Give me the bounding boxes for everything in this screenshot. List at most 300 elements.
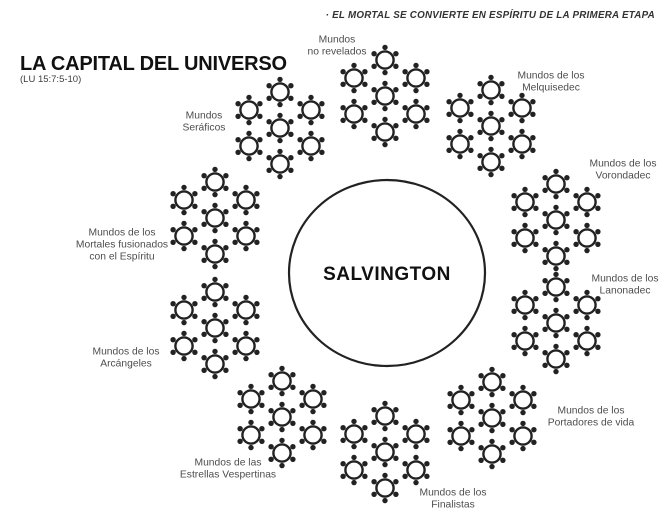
satellite-dot [595, 332, 600, 337]
world-with-satellites-icon [170, 295, 197, 326]
cluster-mundos-arcangeles [170, 277, 259, 380]
satellite-dot [288, 168, 293, 173]
satellite-dot [489, 428, 494, 433]
world-with-satellites-icon [542, 344, 569, 375]
satellite-dot [402, 82, 407, 87]
satellite-dot [254, 204, 259, 209]
satellite-dot [519, 93, 524, 98]
satellite-dot [279, 391, 284, 396]
satellite-dot [533, 229, 538, 234]
satellite-dot [299, 403, 304, 408]
satellite-dot [297, 101, 302, 106]
satellite-dot [362, 461, 367, 466]
satellite-dot [232, 314, 237, 319]
satellite-dot [424, 82, 429, 87]
satellite-dot [290, 457, 295, 462]
satellite-dot [520, 410, 525, 415]
satellite-dot [413, 124, 418, 129]
satellite-dot [321, 390, 326, 395]
satellite-dot [201, 319, 206, 324]
satellite-dot [477, 166, 482, 171]
satellite-dot [564, 291, 569, 296]
satellite-dot [478, 422, 483, 427]
world-with-satellites-icon [299, 420, 326, 451]
satellite-dot [584, 212, 589, 217]
satellite-dot [340, 69, 345, 74]
satellite-dot [254, 301, 259, 306]
satellite-dot [277, 102, 282, 107]
satellite-dot [564, 314, 569, 319]
satellite-dot [288, 155, 293, 160]
satellite-dot [212, 167, 217, 172]
satellite-dot [446, 148, 451, 153]
world-with-satellites-icon [371, 473, 398, 504]
world-with-satellites-icon [201, 313, 228, 344]
satellite-dot [413, 63, 418, 68]
satellite-dot [181, 210, 186, 215]
satellite-dot [279, 463, 284, 468]
satellite-dot [393, 123, 398, 128]
satellite-dot [259, 439, 264, 444]
satellite-dot [290, 408, 295, 413]
satellite-dot [351, 124, 356, 129]
satellite-dot [511, 309, 516, 314]
satellite-dot [351, 63, 356, 68]
satellite-dot [268, 372, 273, 377]
satellite-dot [340, 474, 345, 479]
satellite-dot [212, 264, 217, 269]
satellite-dot [340, 105, 345, 110]
satellite-dot [319, 137, 324, 142]
satellite-dot [511, 229, 516, 234]
satellite-dot [201, 186, 206, 191]
satellite-dot [595, 296, 600, 301]
satellite-dot [340, 461, 345, 466]
satellite-dot [413, 455, 418, 460]
world-with-satellites-icon [170, 185, 197, 216]
satellite-dot [243, 210, 248, 215]
satellite-dot [522, 248, 527, 253]
satellite-dot [584, 187, 589, 192]
world-with-satellites-icon [371, 401, 398, 432]
world-with-satellites-icon [542, 272, 569, 303]
satellite-dot [488, 147, 493, 152]
satellite-dot [254, 337, 259, 342]
satellite-dot [499, 166, 504, 171]
satellite-dot [290, 421, 295, 426]
satellite-dot [243, 185, 248, 190]
satellite-dot [402, 438, 407, 443]
satellite-dot [235, 137, 240, 142]
world-with-satellites-icon [478, 367, 505, 398]
satellite-dot [351, 455, 356, 460]
satellite-dot [564, 175, 569, 180]
world-with-satellites-icon [573, 290, 600, 321]
satellite-dot [478, 458, 483, 463]
satellite-dot [402, 105, 407, 110]
satellite-dot [424, 105, 429, 110]
satellite-dot [500, 458, 505, 463]
satellite-dot [371, 100, 376, 105]
satellite-dot [530, 112, 535, 117]
satellite-dot [279, 402, 284, 407]
satellite-dot [288, 96, 293, 101]
world-with-satellites-icon [268, 402, 295, 433]
satellite-dot [458, 421, 463, 426]
satellite-dot [413, 419, 418, 424]
world-with-satellites-icon [266, 149, 293, 180]
world-with-satellites-icon [447, 421, 474, 452]
satellite-dot [458, 446, 463, 451]
satellite-dot [564, 260, 569, 265]
world-with-satellites-icon [402, 99, 429, 130]
satellite-dot [522, 187, 527, 192]
satellite-dot [489, 439, 494, 444]
world-with-satellites-icon [340, 419, 367, 450]
satellite-dot [371, 443, 376, 448]
satellite-dot [553, 169, 558, 174]
satellite-dot [266, 96, 271, 101]
satellite-dot [531, 427, 536, 432]
world-with-satellites-icon [297, 131, 324, 162]
satellite-dot [469, 391, 474, 396]
satellite-dot [508, 112, 513, 117]
satellite-dot [509, 440, 514, 445]
satellite-dot [248, 409, 253, 414]
world-with-satellites-icon [402, 63, 429, 94]
satellite-dot [181, 320, 186, 325]
satellite-dot [232, 350, 237, 355]
satellite-dot [266, 132, 271, 137]
satellite-dot [468, 112, 473, 117]
satellite-dot [223, 258, 228, 263]
satellite-dot [531, 404, 536, 409]
satellite-dot [489, 392, 494, 397]
satellite-dot [319, 150, 324, 155]
satellite-dot [288, 119, 293, 124]
satellite-dot [457, 118, 462, 123]
satellite-dot [478, 386, 483, 391]
satellite-dot [511, 345, 516, 350]
world-with-satellites-icon [201, 349, 228, 380]
satellite-dot [181, 331, 186, 336]
satellite-dot [254, 240, 259, 245]
cluster-label-mundos-estrellas-vespertinas: Mundos de las Estrellas Vespertinas [179, 457, 277, 481]
satellite-dot [542, 278, 547, 283]
satellite-dot [232, 337, 237, 342]
satellite-dot [170, 240, 175, 245]
satellite-dot [257, 114, 262, 119]
satellite-dot [382, 473, 387, 478]
satellite-dot [235, 150, 240, 155]
satellite-dot [268, 385, 273, 390]
satellite-dot [201, 368, 206, 373]
satellite-dot [522, 212, 527, 217]
satellite-dot [382, 81, 387, 86]
satellite-dot [310, 384, 315, 389]
satellite-dot [266, 119, 271, 124]
satellite-dot [478, 373, 483, 378]
stage-annotation: · EL MORTAL SE CONVIERTE EN ESPÍRITU DE LA PRIMERA ETAPA [325, 10, 655, 21]
world-with-satellites-icon [232, 185, 259, 216]
satellite-dot [511, 242, 516, 247]
satellite-dot [413, 99, 418, 104]
world-with-satellites-icon [446, 93, 473, 124]
satellite-dot [308, 120, 313, 125]
satellite-dot [259, 403, 264, 408]
satellite-dot [192, 350, 197, 355]
satellite-dot [508, 148, 513, 153]
satellite-dot [212, 192, 217, 197]
satellite-dot [531, 440, 536, 445]
satellite-dot [595, 229, 600, 234]
cluster-label-mundos-seraficos: Mundos Seráficos [182, 110, 226, 134]
satellite-dot [520, 385, 525, 390]
satellite-dot [279, 366, 284, 371]
world-with-satellites-icon [201, 167, 228, 198]
world-with-satellites-icon [511, 290, 538, 321]
world-with-satellites-icon [266, 113, 293, 144]
satellite-dot [201, 296, 206, 301]
satellite-dot [595, 345, 600, 350]
satellite-dot [393, 456, 398, 461]
satellite-dot [542, 291, 547, 296]
satellite-dot [308, 156, 313, 161]
world-with-satellites-icon [511, 187, 538, 218]
satellite-dot [553, 308, 558, 313]
world-with-satellites-icon [542, 169, 569, 200]
satellite-dot [413, 444, 418, 449]
satellite-dot [259, 426, 264, 431]
satellite-dot [424, 425, 429, 430]
satellite-dot [192, 204, 197, 209]
satellite-dot [212, 203, 217, 208]
satellite-dot [243, 356, 248, 361]
satellite-dot [500, 386, 505, 391]
satellite-dot [299, 439, 304, 444]
satellite-dot [232, 301, 237, 306]
satellite-dot [393, 420, 398, 425]
satellite-dot [243, 320, 248, 325]
satellite-dot [564, 247, 569, 252]
satellite-dot [424, 118, 429, 123]
satellite-dot [477, 153, 482, 158]
satellite-dot [170, 337, 175, 342]
world-with-satellites-icon [170, 221, 197, 252]
cluster-mundos-seraficos [235, 77, 324, 180]
satellite-dot [499, 153, 504, 158]
satellite-dot [201, 173, 206, 178]
satellite-dot [371, 51, 376, 56]
satellite-dot [268, 444, 273, 449]
source-reference: (LU 15:7:5-10) [20, 74, 82, 85]
satellite-dot [351, 444, 356, 449]
world-with-satellites-icon [340, 455, 367, 486]
satellite-dot [573, 332, 578, 337]
satellite-dot [351, 99, 356, 104]
satellite-dot [553, 297, 558, 302]
world-with-satellites-icon [508, 129, 535, 160]
satellite-dot [201, 332, 206, 337]
satellite-dot [246, 131, 251, 136]
satellite-dot [254, 227, 259, 232]
satellite-dot [382, 70, 387, 75]
satellite-dot [192, 191, 197, 196]
satellite-dot [489, 367, 494, 372]
satellite-dot [170, 314, 175, 319]
satellite-dot [382, 462, 387, 467]
satellite-dot [371, 136, 376, 141]
satellite-dot [500, 445, 505, 450]
satellite-dot [553, 205, 558, 210]
satellite-dot [297, 150, 302, 155]
satellite-dot [393, 136, 398, 141]
satellite-dot [522, 223, 527, 228]
cluster-label-mundos-melquisedec: Mundos de los Melquisedec [517, 70, 585, 94]
satellite-dot [299, 390, 304, 395]
satellite-dot [310, 409, 315, 414]
satellite-dot [469, 427, 474, 432]
satellite-dot [564, 278, 569, 283]
satellite-dot [542, 247, 547, 252]
satellite-dot [299, 426, 304, 431]
satellite-dot [533, 242, 538, 247]
satellite-dot [237, 426, 242, 431]
satellite-dot [542, 314, 547, 319]
satellite-dot [371, 492, 376, 497]
satellite-dot [268, 408, 273, 413]
world-with-satellites-icon [237, 384, 264, 415]
satellite-dot [371, 64, 376, 69]
satellite-dot [212, 302, 217, 307]
satellite-dot [254, 191, 259, 196]
satellite-dot [223, 319, 228, 324]
satellite-dot [351, 419, 356, 424]
world-with-satellites-icon [340, 99, 367, 130]
satellite-dot [382, 401, 387, 406]
satellite-dot [277, 138, 282, 143]
satellite-dot [488, 100, 493, 105]
satellite-dot [424, 69, 429, 74]
satellite-dot [223, 355, 228, 360]
satellite-dot [351, 88, 356, 93]
satellite-dot [573, 309, 578, 314]
satellite-dot [393, 443, 398, 448]
satellite-dot [232, 204, 237, 209]
satellite-dot [393, 492, 398, 497]
satellite-dot [266, 83, 271, 88]
satellite-dot [511, 296, 516, 301]
satellite-dot [553, 194, 558, 199]
satellite-dot [488, 136, 493, 141]
satellite-dot [170, 204, 175, 209]
satellite-dot [393, 479, 398, 484]
world-with-satellites-icon [511, 223, 538, 254]
world-with-satellites-icon [268, 438, 295, 469]
satellite-dot [393, 51, 398, 56]
world-with-satellites-icon [232, 331, 259, 362]
satellite-dot [393, 407, 398, 412]
satellite-dot [232, 240, 237, 245]
satellite-dot [584, 351, 589, 356]
satellite-dot [402, 69, 407, 74]
satellite-dot [488, 172, 493, 177]
satellite-dot [319, 101, 324, 106]
satellite-dot [533, 296, 538, 301]
cluster-mundos-portadores-de-vida [447, 367, 536, 470]
salvington-label: SALVINGTON [323, 264, 451, 285]
satellite-dot [509, 404, 514, 409]
satellite-dot [232, 227, 237, 232]
satellite-dot [340, 438, 345, 443]
satellite-dot [564, 188, 569, 193]
satellite-dot [469, 404, 474, 409]
satellite-dot [321, 439, 326, 444]
satellite-dot [277, 149, 282, 154]
satellite-dot [500, 373, 505, 378]
satellite-dot [201, 209, 206, 214]
cluster-mundos-vorondadec [511, 169, 600, 272]
satellite-dot [382, 142, 387, 147]
satellite-dot [500, 422, 505, 427]
world-with-satellites-icon [232, 221, 259, 252]
satellite-dot [446, 112, 451, 117]
cluster-mundos-finalistas [340, 401, 429, 504]
satellite-dot [522, 290, 527, 295]
satellite-dot [321, 426, 326, 431]
satellite-dot [181, 295, 186, 300]
world-with-satellites-icon [477, 75, 504, 106]
satellite-dot [457, 154, 462, 159]
cluster-mundos-no-revelados [340, 45, 429, 148]
satellite-dot [573, 296, 578, 301]
satellite-dot [553, 333, 558, 338]
satellite-dot [192, 314, 197, 319]
satellite-dot [201, 355, 206, 360]
satellite-dot [246, 156, 251, 161]
satellite-dot [223, 209, 228, 214]
satellite-dot [447, 440, 452, 445]
satellite-dot [192, 240, 197, 245]
satellite-dot [297, 137, 302, 142]
satellite-dot [520, 446, 525, 451]
satellite-dot [371, 87, 376, 92]
satellite-dot [223, 296, 228, 301]
world-with-satellites-icon [371, 117, 398, 148]
satellite-dot [268, 421, 273, 426]
satellite-dot [382, 426, 387, 431]
world-with-satellites-icon [232, 295, 259, 326]
satellite-dot [257, 137, 262, 142]
world-with-satellites-icon [340, 63, 367, 94]
cluster-mundos-mortales-fusionados [170, 167, 259, 270]
satellite-dot [310, 420, 315, 425]
satellite-dot [573, 193, 578, 198]
satellite-dot [499, 81, 504, 86]
satellite-dot [223, 186, 228, 191]
world-with-satellites-icon [402, 455, 429, 486]
satellite-dot [232, 191, 237, 196]
satellite-dot [478, 445, 483, 450]
satellite-dot [584, 248, 589, 253]
satellite-dot [297, 114, 302, 119]
satellite-dot [212, 228, 217, 233]
satellite-dot [308, 95, 313, 100]
satellite-dot [382, 437, 387, 442]
satellite-dot [520, 421, 525, 426]
satellite-dot [522, 351, 527, 356]
satellite-dot [447, 404, 452, 409]
